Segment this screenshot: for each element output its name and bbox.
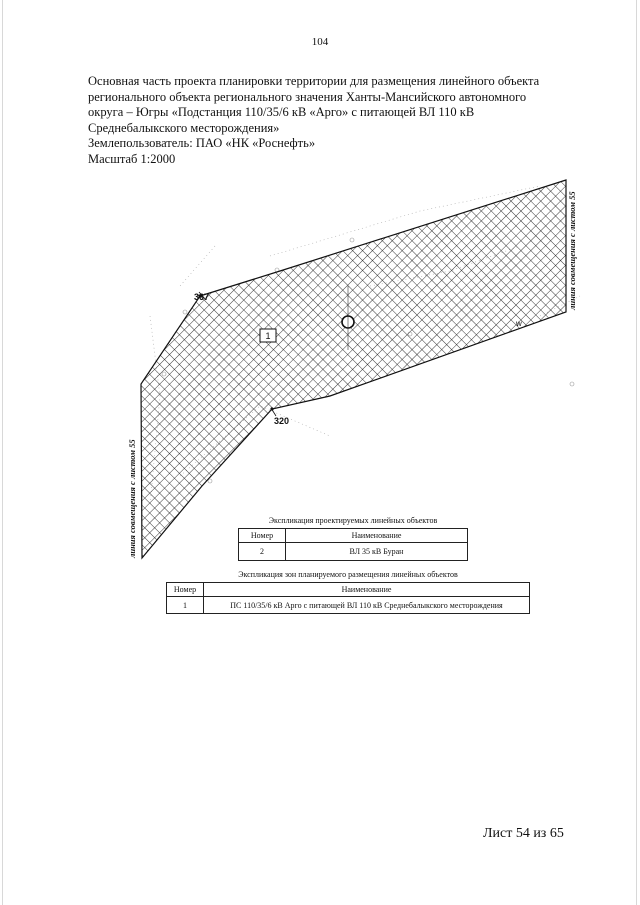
row-number: 2 <box>239 543 286 561</box>
right-match-line-label: линия совмещения с листом 55 <box>567 191 577 310</box>
linear-objects-table-title: Экспликация проектируемых линейных объектов <box>268 516 438 525</box>
row-number: 1 <box>167 597 204 614</box>
col-number-header: Номер <box>239 529 286 543</box>
table-header-row <box>167 583 530 597</box>
col-name-header: Наименование <box>286 529 468 543</box>
zone-marker-label: 1 <box>265 331 271 341</box>
header-line-2: регионального объекта регионального значения Ханты-Мансийского автономного <box>88 89 527 104</box>
header-line-3: округа – Югры «Подстанция 110/35/6 кВ «Арго» с питающей ВЛ 110 кВ <box>88 105 475 119</box>
col-number-header: Номер <box>167 583 204 597</box>
table-row <box>167 597 530 614</box>
header-line-1: Основная часть проекта планировки территории для размещения линейного объекта <box>88 74 540 88</box>
linear-objects-table-block <box>238 516 468 561</box>
page-edge-right <box>636 0 637 905</box>
right-zone-mark: w <box>516 319 522 328</box>
document-header <box>88 74 578 167</box>
row-name: ВЛ 35 кВ Буран <box>286 543 468 561</box>
zones-table <box>166 582 530 614</box>
point-320-label: 320 <box>274 416 290 426</box>
page-edge-left <box>2 0 3 905</box>
col-name-header: Наименование <box>204 583 530 597</box>
header-line-5: Землепользователь: ПАО «НК «Роснефть» <box>88 136 316 150</box>
zones-table-block <box>166 570 530 614</box>
table-header-row <box>239 529 468 543</box>
sheet-label: Лист 54 из 65 <box>483 826 564 841</box>
point-367-label: 367 <box>194 292 210 302</box>
row-name: ПС 110/35/6 кВ Арго с питающей ВЛ 110 кВ Среднебалыкского месторождения <box>204 597 530 614</box>
point-320-marker <box>270 407 273 410</box>
planning-map <box>120 176 600 566</box>
planning-zone-polygon <box>141 180 566 558</box>
header-line-6: Масштаб 1:2000 <box>88 151 176 166</box>
table-row <box>239 543 468 561</box>
left-match-line-label: линия совмещения с листом 55 <box>127 439 137 558</box>
linear-objects-table <box>238 528 468 561</box>
header-line-4: Среднебалыкского месторождения» <box>88 120 280 135</box>
page-number: 104 <box>311 36 329 48</box>
zones-table-title: Экспликация зон планируемого размещения линейных объектов <box>238 570 458 579</box>
